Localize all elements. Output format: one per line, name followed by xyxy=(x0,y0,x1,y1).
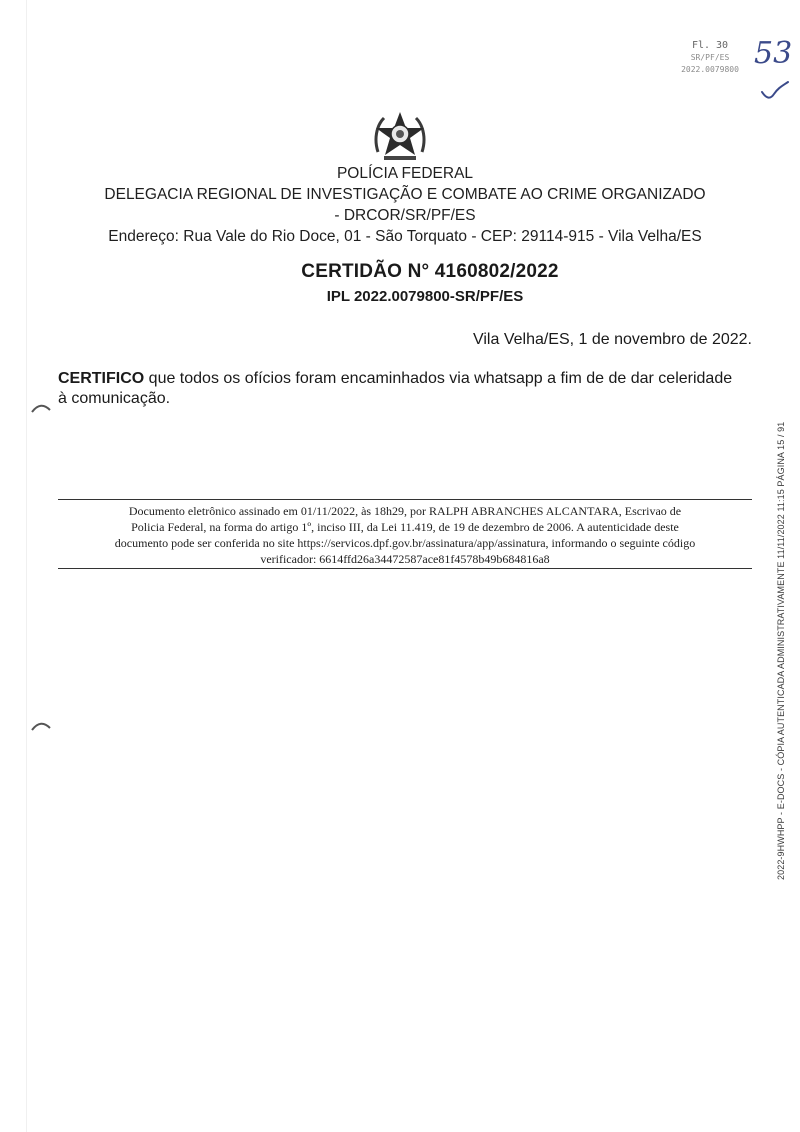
folio-process-number: 2022.0079800 xyxy=(681,65,739,74)
signature-line-1: Documento eletrônico assinado em 01/11/2022, às 18h29, por RALPH ABRANCHES ALCANTARA, Escrivao de xyxy=(128,504,682,518)
document-header xyxy=(40,163,770,247)
header-agency: POLÍCIA FEDERAL xyxy=(336,165,474,182)
handwritten-page-number: 53 xyxy=(754,36,793,71)
folio-unit: SR/PF/ES xyxy=(690,53,730,62)
coat-of-arms-icon xyxy=(370,108,430,164)
authentication-sidebar: 2022-9HWHPP - E-DOCS - CÓPIA AUTENTICADA ADMINISTRATIVAMENTE 11/11/2022 11:15 PÁGINA 15 / 91 xyxy=(776,421,786,880)
signature-line-3: documento pode ser conferida no site https://servicos.dpf.gov.br/assinatura/app/assinatura, informando o seguinte código xyxy=(114,536,696,550)
header-department: DELEGACIA REGIONAL DE INVESTIGAÇÃO E COMBATE AO CRIME ORGANIZADO xyxy=(104,186,706,203)
folio-number: Fl. 30 xyxy=(691,40,729,51)
electronic-signature-block xyxy=(58,503,752,567)
punch-mark-icon xyxy=(30,720,52,734)
date-line: Vila Velha/ES, 1 de novembro de 2022. xyxy=(472,331,752,348)
header-acronym: - DRCOR/SR/PF/ES xyxy=(334,207,476,224)
body-text: que todos os ofícios foram encaminhados via whatsapp a fim de de dar celeridade à comunicação. xyxy=(58,370,733,407)
body-lead: CERTIFICO xyxy=(58,370,145,387)
header-address: Endereço: Rua Vale do Rio Doce, 01 - São Torquato - CEP: 29114-915 - Vila Velha/ES xyxy=(108,228,702,245)
signature-bottom-rule xyxy=(58,568,752,569)
certificate-title: CERTIDÃO N° 4160802/2022 xyxy=(301,261,559,282)
certificate-body xyxy=(58,369,738,409)
folio-stamp xyxy=(660,40,760,76)
handwritten-tick-icon xyxy=(760,78,790,102)
punch-mark-icon xyxy=(30,402,52,416)
scan-edge xyxy=(26,0,27,1132)
certificate-ipl: IPL 2022.0079800-SR/PF/ES xyxy=(326,288,524,305)
signature-verifier: verificador: 6614ffd26a34472587ace81f4578b49b684816a8 xyxy=(260,552,550,566)
signature-line-2: Policia Federal, na forma do artigo 1º, inciso III, da Lei 11.419, de 19 de dezembro de 2006. A autenticidade deste xyxy=(131,520,679,534)
signature-top-rule xyxy=(58,499,752,500)
